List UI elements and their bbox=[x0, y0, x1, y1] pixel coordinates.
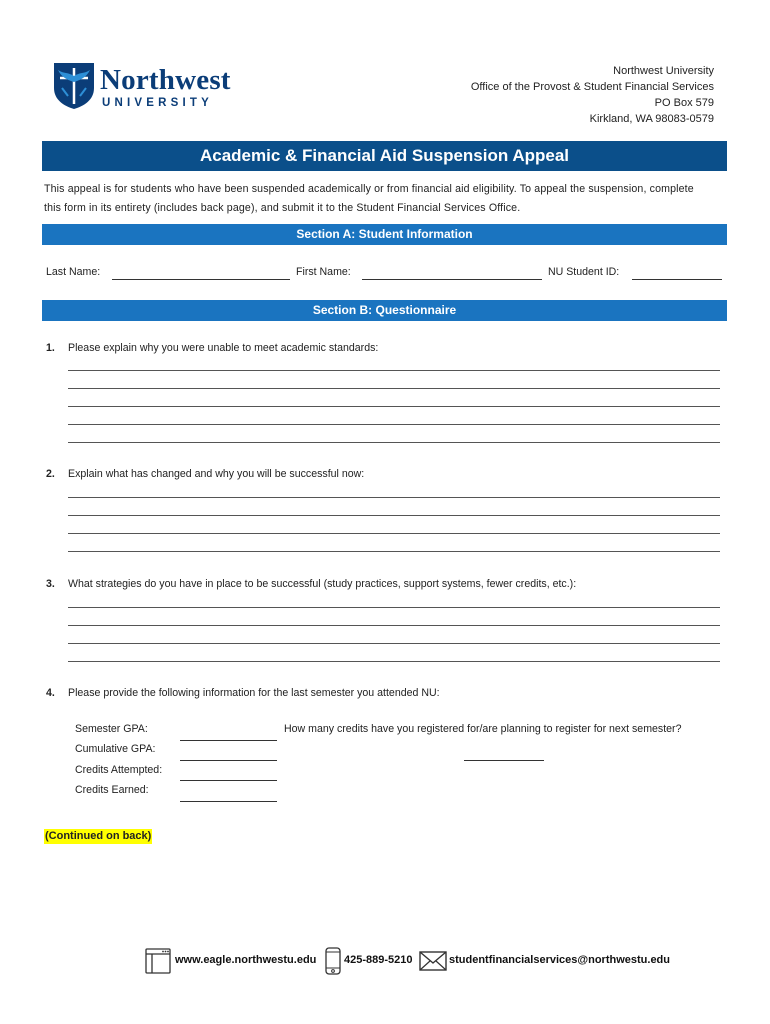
question-text: Explain what has changed and why you will be successful now: bbox=[68, 468, 365, 480]
address-line: Kirkland, WA 98083-0579 bbox=[589, 113, 714, 125]
answer-line-q2-4[interactable] bbox=[68, 551, 720, 552]
answer-line-q1-1[interactable] bbox=[68, 370, 720, 371]
phone-icon bbox=[325, 947, 341, 975]
intro-text bbox=[44, 180, 734, 218]
last-name-label: Last Name: bbox=[46, 266, 101, 278]
address-line: PO Box 579 bbox=[654, 97, 714, 109]
question-text: Please provide the following information for the last semester you attended NU: bbox=[68, 687, 440, 699]
section-b-header: Section B: Questionnaire bbox=[42, 300, 727, 321]
answer-line-q1-4[interactable] bbox=[68, 424, 720, 425]
next-semester-credits-field[interactable] bbox=[464, 760, 544, 761]
semester-gpa-field[interactable] bbox=[180, 740, 277, 741]
intro-line: This appeal is for students who have been suspended academically or from financial aid eligibility. To appeal the suspension, complete bbox=[44, 183, 694, 195]
office-address bbox=[471, 63, 714, 127]
envelope-icon bbox=[419, 951, 447, 971]
question-number: 4. bbox=[46, 687, 55, 699]
answer-line-q1-2[interactable] bbox=[68, 388, 720, 389]
footer-phone-link[interactable]: 425-889-5210 bbox=[344, 954, 413, 966]
question-1 bbox=[46, 342, 726, 356]
cumulative-gpa-field[interactable] bbox=[180, 760, 277, 761]
answer-line-q3-1[interactable] bbox=[68, 607, 720, 608]
answer-line-q1-5[interactable] bbox=[68, 442, 720, 443]
shield-eagle-icon bbox=[52, 60, 96, 110]
question-text: What strategies do you have in place to be successful (study practices, support systems, fewer credits, etc.): bbox=[68, 578, 577, 590]
section-a-header: Section A: Student Information bbox=[42, 224, 727, 245]
logo-subtitle: UNIVERSITY bbox=[102, 97, 214, 109]
footer-website-link[interactable]: www.eagle.northwestu.edu bbox=[175, 954, 317, 966]
question-number: 3. bbox=[46, 578, 55, 590]
answer-line-q3-2[interactable] bbox=[68, 625, 720, 626]
answer-line-q3-3[interactable] bbox=[68, 643, 720, 644]
logo-wordmark: Northwest bbox=[100, 64, 231, 96]
browser-icon bbox=[145, 948, 171, 974]
intro-line: this form in its entirety (includes back page), and submit it to the Student Financial Services Office. bbox=[44, 202, 521, 214]
continued-notice: (Continued on back) bbox=[45, 830, 152, 842]
credits-attempted-label: Credits Attempted: bbox=[75, 764, 163, 776]
form-title: Academic & Financial Aid Suspension Appeal bbox=[42, 141, 727, 171]
address-line: Northwest University bbox=[613, 65, 714, 77]
student-info-row bbox=[46, 266, 726, 286]
address-line: Office of the Provost & Student Financial Services bbox=[470, 81, 714, 93]
footer-contacts bbox=[145, 948, 685, 974]
answer-line-q2-3[interactable] bbox=[68, 533, 720, 534]
student-id-label: NU Student ID: bbox=[548, 266, 620, 278]
answer-line-q2-2[interactable] bbox=[68, 515, 720, 516]
cumulative-gpa-label: Cumulative GPA: bbox=[75, 743, 156, 755]
question-number: 1. bbox=[46, 342, 55, 354]
semester-gpa-label: Semester GPA: bbox=[75, 723, 148, 735]
question-number: 2. bbox=[46, 468, 55, 480]
next-semester-credits-question: How many credits have you registered for/are planning to register for next semester? bbox=[284, 723, 682, 735]
credits-attempted-field[interactable] bbox=[180, 780, 277, 781]
question-4 bbox=[46, 687, 726, 701]
student-id-field[interactable] bbox=[632, 279, 722, 280]
first-name-field[interactable] bbox=[362, 279, 542, 280]
first-name-label: First Name: bbox=[296, 266, 351, 278]
question-3 bbox=[46, 578, 726, 592]
question-2 bbox=[46, 468, 726, 482]
question-text: Please explain why you were unable to meet academic standards: bbox=[68, 342, 379, 354]
last-name-field[interactable] bbox=[112, 279, 290, 280]
credits-earned-field[interactable] bbox=[180, 801, 277, 802]
footer-email-link[interactable]: studentfinancialservices@northwestu.edu bbox=[449, 954, 670, 966]
credits-earned-label: Credits Earned: bbox=[75, 784, 149, 796]
answer-line-q1-3[interactable] bbox=[68, 406, 720, 407]
answer-line-q3-4[interactable] bbox=[68, 661, 720, 662]
university-logo bbox=[52, 60, 242, 112]
answer-line-q2-1[interactable] bbox=[68, 497, 720, 498]
